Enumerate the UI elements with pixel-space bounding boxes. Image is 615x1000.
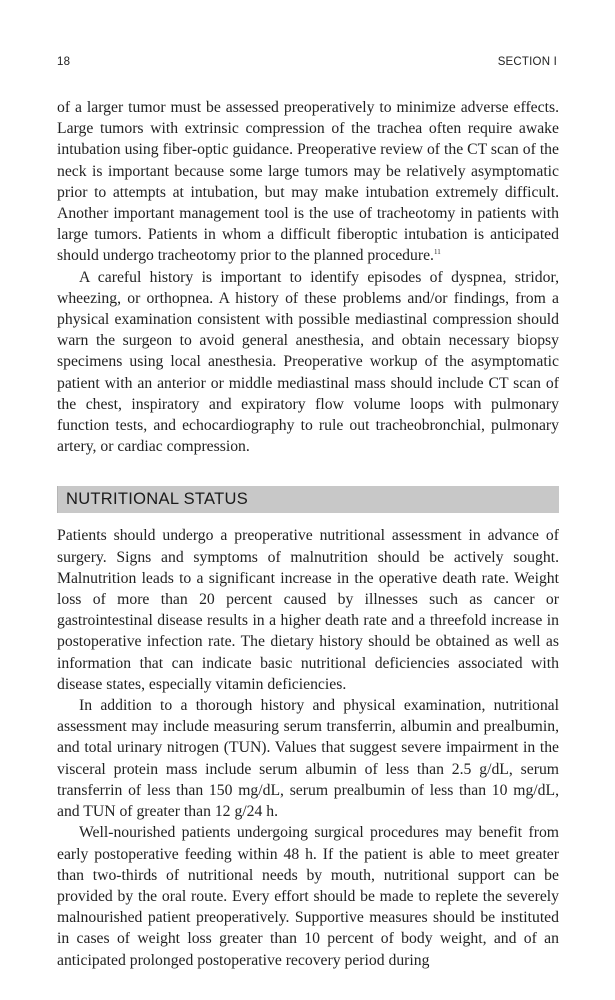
body-paragraph: of a larger tumor must be assessed preoperatively to minimize adverse effects. Large tumors with extrinsic compression of the trachea often require awake intubation using fiber-optic guidance. Preoperative review of the CT scan of the neck is important because some large tumors may be relatively asymptomatic prior to attempts at intubation, but may make intubation extremely difficult. Another important management tool is the use of tracheotomy in patients with large tumors. Patients in whom a difficult fiberoptic intubation is anticipated should undergo tracheotomy prior to the planned procedure.$^{11}$ bbox=[57, 99, 559, 265]
page-body bbox=[57, 97, 559, 971]
page-number: 18 bbox=[57, 56, 71, 68]
reference-superscript: 11 bbox=[433, 248, 441, 257]
running-section-label: SECTION I bbox=[497, 56, 557, 68]
body-paragraph: A careful history is important to identify episodes of dyspnea, stridor, wheezing, or orthopnea. A history of these problems and/or findings, from a physical examination consistent with possible mediastinal compression should warn the surgeon to avoid general anesthesia, and obtain necessary biopsy specimens using local anesthesia. Preoperative workup of the asymptomatic patient with an anterior or middle mediastinal mass should include CT scan of the chest, inspiratory and expiratory flow volume loops with pulmonary function tests, and echocardiography to rule out tracheobronchial, pulmonary artery, or cardiac compression. bbox=[57, 268, 559, 456]
page-header bbox=[57, 56, 557, 68]
body-paragraph: Patients should undergo a preoperative nutritional assessment in advance of surgery. Signs and symptoms of malnutrition should be actively sought. Malnutrition leads to a significant increase in the operative death rate. Weight loss of more than 20 percent caused by illnesses such as cancer or gastrointestinal disease results in a higher death rate and a threefold increase in postoperative infection rate. The dietary history should be obtained as well as information that can indicate basic nutritional deficiencies associated with disease states, especially vitamin deficiencies. bbox=[57, 527, 559, 693]
body-paragraph: In addition to a thorough history and physical examination, nutritional assessment may include measuring serum transferrin, albumin and prealbumin, and total urinary nitrogen (TUN). Values that suggest severe impairment in the visceral protein mass include serum albumin of less than 2.5 g/dL, serum transferrin of less than 150 mg/dL, serum prealbumin of less than 10 mg/dL, and TUN of greater than 12 g/24 h. bbox=[57, 697, 559, 821]
section-heading: NUTRITIONAL STATUS bbox=[66, 490, 249, 509]
section-heading-bar bbox=[57, 486, 559, 513]
body-paragraph: Well-nourished patients undergoing surgical procedures may benefit from early postoperative feeding within 48 h. If the patient is able to meet greater than two-thirds of nutritional needs by mouth, nutritional support can be provided by the oral route. Every effort should be made to replete the severely malnourished patient preoperatively. Supportive measures should be instituted in cases of weight loss greater than 10 percent of body weight, and of an anticipated prolonged postoperative recovery period during bbox=[57, 824, 559, 969]
